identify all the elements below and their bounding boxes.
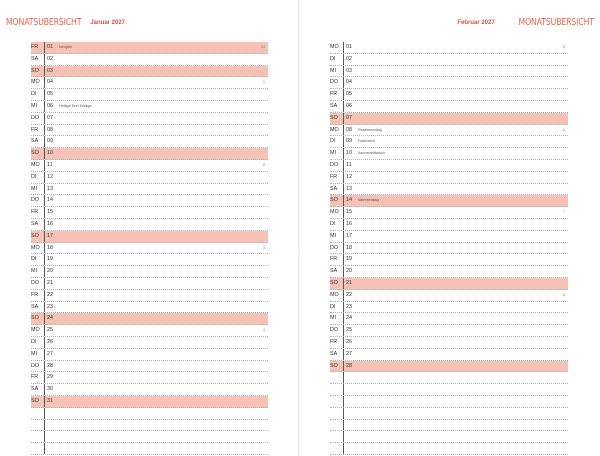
day-row xyxy=(31,66,268,78)
column-divider xyxy=(343,113,344,124)
date-number: 10 xyxy=(47,150,53,157)
holiday-label: Valentinstag xyxy=(358,198,379,203)
weekday-label: MI xyxy=(31,102,37,109)
weekday-label: SA xyxy=(31,138,39,145)
weekday-label: SO xyxy=(31,315,39,322)
day-row xyxy=(330,266,568,278)
column-divider xyxy=(343,349,344,360)
column-divider xyxy=(343,443,344,454)
day-row xyxy=(31,231,268,243)
date-number: 21 xyxy=(47,279,53,286)
date-number: 13 xyxy=(346,185,352,192)
day-row xyxy=(31,313,268,325)
day-row xyxy=(31,125,268,137)
date-number: 12 xyxy=(346,173,352,180)
day-row xyxy=(330,231,568,243)
date-number: 12 xyxy=(47,173,53,180)
column-divider xyxy=(343,136,344,147)
date-number: 08 xyxy=(346,126,352,133)
date-number: 28 xyxy=(346,362,352,369)
date-number: 13 xyxy=(47,185,53,192)
date-number: 31 xyxy=(47,397,53,404)
column-divider xyxy=(343,184,344,195)
day-row xyxy=(330,313,568,325)
weekday-label: SA xyxy=(330,102,338,109)
column-divider xyxy=(343,372,344,383)
column-divider xyxy=(343,337,344,348)
date-number: 16 xyxy=(47,220,53,227)
column-divider xyxy=(343,125,344,136)
day-row xyxy=(31,89,268,101)
day-row xyxy=(330,325,568,337)
day-row xyxy=(31,77,268,89)
column-divider xyxy=(44,136,45,147)
day-row xyxy=(330,77,568,89)
weekday-label: MI xyxy=(31,268,37,275)
date-number: 23 xyxy=(346,303,352,310)
column-divider xyxy=(44,172,45,183)
day-row xyxy=(330,195,568,207)
column-divider xyxy=(343,420,344,431)
weekday-label: MO xyxy=(330,291,339,298)
weekday-label: DO xyxy=(31,279,40,286)
day-row xyxy=(330,243,568,255)
weekday-label: SO xyxy=(31,397,39,404)
column-divider xyxy=(44,125,45,136)
day-row xyxy=(31,243,268,255)
february-grid xyxy=(330,42,568,455)
day-row xyxy=(31,420,268,432)
weekday-label: DO xyxy=(31,114,40,121)
column-divider xyxy=(44,243,45,254)
weekday-label: FR xyxy=(31,44,39,50)
weekday-label: MO xyxy=(330,44,339,50)
day-row xyxy=(330,290,568,302)
column-divider xyxy=(44,266,45,277)
column-divider xyxy=(343,278,344,289)
weekday-label: SO xyxy=(31,150,39,157)
weekday-label: SO xyxy=(330,197,338,204)
date-number: 17 xyxy=(346,232,352,239)
column-divider xyxy=(44,54,45,65)
weekday-label: SA xyxy=(31,303,39,310)
date-number: 19 xyxy=(346,256,352,263)
right-header xyxy=(457,12,594,30)
weekday-label: FR xyxy=(31,209,39,216)
date-number: 26 xyxy=(47,338,53,345)
date-number: 24 xyxy=(346,315,352,322)
weekday-label: MI xyxy=(330,315,336,322)
date-number: 03 xyxy=(47,67,53,74)
date-number: 04 xyxy=(346,79,352,86)
weekday-label: FR xyxy=(31,374,39,381)
column-divider xyxy=(44,302,45,313)
weekday-label: FR xyxy=(330,173,338,180)
weekday-label: MI xyxy=(330,232,336,239)
column-divider xyxy=(44,148,45,159)
column-divider xyxy=(343,231,344,242)
column-divider xyxy=(44,254,45,265)
day-row xyxy=(330,160,568,172)
weekday-label: DI xyxy=(330,138,336,145)
holiday-label: Heilige Drei Könige xyxy=(59,103,92,108)
weekday-label: FR xyxy=(330,91,338,98)
date-number: 05 xyxy=(47,91,53,98)
date-number: 18 xyxy=(47,244,53,251)
week-number: 6 xyxy=(562,127,565,132)
day-row xyxy=(330,408,568,420)
column-divider xyxy=(44,349,45,360)
column-divider xyxy=(343,384,344,395)
weekday-label: DI xyxy=(31,338,37,345)
column-divider xyxy=(44,372,45,383)
date-number: 07 xyxy=(346,114,352,121)
day-row xyxy=(31,372,268,384)
day-row xyxy=(31,113,268,125)
weekday-label: SA xyxy=(330,185,338,192)
column-divider xyxy=(44,278,45,289)
day-row xyxy=(31,148,268,160)
column-divider xyxy=(343,207,344,218)
week-number: 1 xyxy=(262,80,265,85)
day-row xyxy=(31,160,268,172)
left-header xyxy=(6,12,125,30)
date-number: 07 xyxy=(47,114,53,121)
weekday-label: DI xyxy=(330,220,336,227)
column-divider xyxy=(44,443,45,454)
column-divider xyxy=(343,148,344,159)
holiday-label: Rosenmontag xyxy=(358,127,382,132)
right-page xyxy=(300,0,600,456)
column-divider xyxy=(44,231,45,242)
column-divider xyxy=(44,219,45,230)
right-month-title: Februar 2027 xyxy=(457,20,495,26)
date-number: 19 xyxy=(47,256,53,263)
date-number: 20 xyxy=(47,268,53,275)
weekday-label: MO xyxy=(330,209,339,216)
weekday-label: SO xyxy=(31,232,39,239)
day-row xyxy=(330,101,568,113)
column-divider xyxy=(44,408,45,419)
day-row xyxy=(330,184,568,196)
date-number: 16 xyxy=(346,220,352,227)
column-divider xyxy=(44,290,45,301)
weekday-label: SO xyxy=(330,279,338,286)
weekday-label: DI xyxy=(330,303,336,310)
date-number: 06 xyxy=(47,102,53,109)
column-divider xyxy=(343,290,344,301)
day-row xyxy=(330,431,568,443)
day-row xyxy=(330,278,568,290)
week-number: 53 xyxy=(260,45,265,49)
weekday-label: DO xyxy=(330,161,339,168)
weekday-label: DO xyxy=(31,362,40,369)
weekday-label: SO xyxy=(31,67,39,74)
weekday-label: MO xyxy=(31,244,40,251)
column-divider xyxy=(44,184,45,195)
day-row xyxy=(330,89,568,101)
weekday-label: SO xyxy=(330,114,338,121)
date-number: 10 xyxy=(346,150,352,157)
day-row xyxy=(31,101,268,113)
day-row xyxy=(31,361,268,373)
weekday-label: SA xyxy=(31,220,39,227)
column-divider xyxy=(343,172,344,183)
day-row xyxy=(330,125,568,137)
day-row xyxy=(31,42,268,54)
column-divider xyxy=(343,219,344,230)
day-row xyxy=(31,408,268,420)
date-number: 30 xyxy=(47,386,53,393)
column-divider xyxy=(343,408,344,419)
date-number: 02 xyxy=(47,55,53,62)
date-number: 23 xyxy=(47,303,53,310)
day-row xyxy=(31,54,268,66)
weekday-label: DI xyxy=(31,173,37,180)
date-number: 21 xyxy=(346,279,352,286)
weekday-label: MO xyxy=(31,79,40,86)
column-divider xyxy=(44,420,45,431)
day-row xyxy=(330,207,568,219)
day-row xyxy=(330,361,568,373)
day-row xyxy=(330,54,568,66)
date-number: 14 xyxy=(346,197,352,204)
column-divider xyxy=(343,266,344,277)
date-number: 08 xyxy=(47,126,53,133)
column-divider xyxy=(44,361,45,372)
date-number: 27 xyxy=(346,350,352,357)
day-row xyxy=(31,325,268,337)
date-number: 09 xyxy=(47,138,53,145)
column-divider xyxy=(44,113,45,124)
column-divider xyxy=(343,77,344,88)
day-row xyxy=(31,396,268,408)
holiday-label: Aschermittwoch xyxy=(358,151,385,156)
day-row xyxy=(31,266,268,278)
weekday-label: FR xyxy=(31,291,39,298)
day-row xyxy=(330,396,568,408)
day-row xyxy=(31,337,268,349)
day-row xyxy=(31,172,268,184)
week-number: 4 xyxy=(262,328,265,333)
date-number: 27 xyxy=(47,350,53,357)
weekday-label: SA xyxy=(330,268,338,275)
left-month-title: Januar 2027 xyxy=(90,20,126,26)
column-divider xyxy=(343,325,344,336)
column-divider xyxy=(343,160,344,171)
date-number: 17 xyxy=(47,232,53,239)
column-divider xyxy=(343,66,344,77)
date-number: 01 xyxy=(346,44,352,50)
weekday-label: DO xyxy=(330,327,339,334)
week-number: 7 xyxy=(562,210,565,215)
column-divider xyxy=(44,207,45,218)
weekday-label: MI xyxy=(31,350,37,357)
column-divider xyxy=(44,66,45,77)
right-header-brand: MONATSÜBERSICHT xyxy=(518,17,594,28)
column-divider xyxy=(343,254,344,265)
column-divider xyxy=(44,325,45,336)
weekday-label: DI xyxy=(31,91,37,98)
day-row xyxy=(330,384,568,396)
column-divider xyxy=(343,313,344,324)
date-number: 04 xyxy=(47,79,53,86)
day-row xyxy=(330,148,568,160)
day-row xyxy=(330,349,568,361)
date-number: 26 xyxy=(346,338,352,345)
date-number: 11 xyxy=(346,161,352,168)
date-number: 01 xyxy=(47,44,53,50)
day-row xyxy=(330,42,568,54)
january-grid xyxy=(31,42,268,455)
weekday-label: DO xyxy=(31,197,40,204)
column-divider xyxy=(44,89,45,100)
column-divider xyxy=(343,361,344,372)
day-row xyxy=(330,420,568,432)
date-number: 15 xyxy=(47,209,53,216)
weekday-label: FR xyxy=(330,338,338,345)
day-row xyxy=(330,136,568,148)
column-divider xyxy=(44,384,45,395)
day-row xyxy=(330,219,568,231)
left-header-brand: MONATSÜBERSICHT xyxy=(6,17,82,28)
weekday-label: DI xyxy=(330,55,336,62)
week-number: 2 xyxy=(262,162,265,167)
date-number: 25 xyxy=(346,327,352,334)
day-row xyxy=(31,443,268,455)
day-row xyxy=(330,66,568,78)
weekday-label: DO xyxy=(330,244,339,251)
date-number: 24 xyxy=(47,315,53,322)
weekday-label: DO xyxy=(330,79,339,86)
weekday-label: SA xyxy=(330,350,338,357)
date-number: 05 xyxy=(346,91,352,98)
column-divider xyxy=(44,396,45,407)
day-row xyxy=(31,302,268,314)
day-row xyxy=(31,431,268,443)
date-number: 22 xyxy=(346,291,352,298)
date-number: 06 xyxy=(346,102,352,109)
day-row xyxy=(31,349,268,361)
date-number: 03 xyxy=(346,67,352,74)
day-row xyxy=(31,278,268,290)
date-number: 22 xyxy=(47,291,53,298)
column-divider xyxy=(44,431,45,442)
weekday-label: FR xyxy=(330,256,338,263)
column-divider xyxy=(44,313,45,324)
day-row xyxy=(330,337,568,349)
day-row xyxy=(31,219,268,231)
day-row xyxy=(31,254,268,266)
weekday-label: MO xyxy=(31,327,40,334)
holiday-label: Fastnacht xyxy=(358,139,375,144)
column-divider xyxy=(44,337,45,348)
holiday-label: Neujahr xyxy=(59,45,73,49)
column-divider xyxy=(343,195,344,206)
day-row xyxy=(330,443,568,455)
column-divider xyxy=(343,243,344,254)
day-row xyxy=(330,172,568,184)
date-number: 28 xyxy=(47,362,53,369)
column-divider xyxy=(343,42,344,53)
column-divider xyxy=(44,77,45,88)
column-divider xyxy=(44,160,45,171)
weekday-label: SA xyxy=(31,386,39,393)
week-number: 5 xyxy=(562,45,565,49)
date-number: 02 xyxy=(346,55,352,62)
day-row xyxy=(31,290,268,302)
week-number: 8 xyxy=(562,292,565,297)
day-row xyxy=(31,195,268,207)
day-row xyxy=(330,113,568,125)
day-row xyxy=(330,372,568,384)
date-number: 09 xyxy=(346,138,352,145)
column-divider xyxy=(44,101,45,112)
weekday-label: MI xyxy=(31,185,37,192)
day-row xyxy=(31,184,268,196)
weekday-label: MI xyxy=(330,150,336,157)
date-number: 18 xyxy=(346,244,352,251)
weekday-label: MO xyxy=(330,126,339,133)
weekday-label: SO xyxy=(330,362,338,369)
day-row xyxy=(330,254,568,266)
date-number: 20 xyxy=(346,268,352,275)
column-divider xyxy=(44,195,45,206)
column-divider xyxy=(44,42,45,53)
day-row xyxy=(31,207,268,219)
date-number: 14 xyxy=(47,197,53,204)
weekday-label: FR xyxy=(31,126,39,133)
date-number: 11 xyxy=(47,161,53,168)
weekday-label: MI xyxy=(330,67,336,74)
weekday-label: DI xyxy=(31,256,37,263)
day-row xyxy=(31,384,268,396)
column-divider xyxy=(343,89,344,100)
week-number: 3 xyxy=(262,245,265,250)
weekday-label: MO xyxy=(31,161,40,168)
column-divider xyxy=(343,302,344,313)
day-row xyxy=(31,136,268,148)
date-number: 25 xyxy=(47,327,53,334)
weekday-label: SA xyxy=(31,55,39,62)
date-number: 15 xyxy=(346,209,352,216)
column-divider xyxy=(343,101,344,112)
column-divider xyxy=(343,431,344,442)
column-divider xyxy=(343,396,344,407)
column-divider xyxy=(343,54,344,65)
date-number: 29 xyxy=(47,374,53,381)
day-row xyxy=(330,302,568,314)
